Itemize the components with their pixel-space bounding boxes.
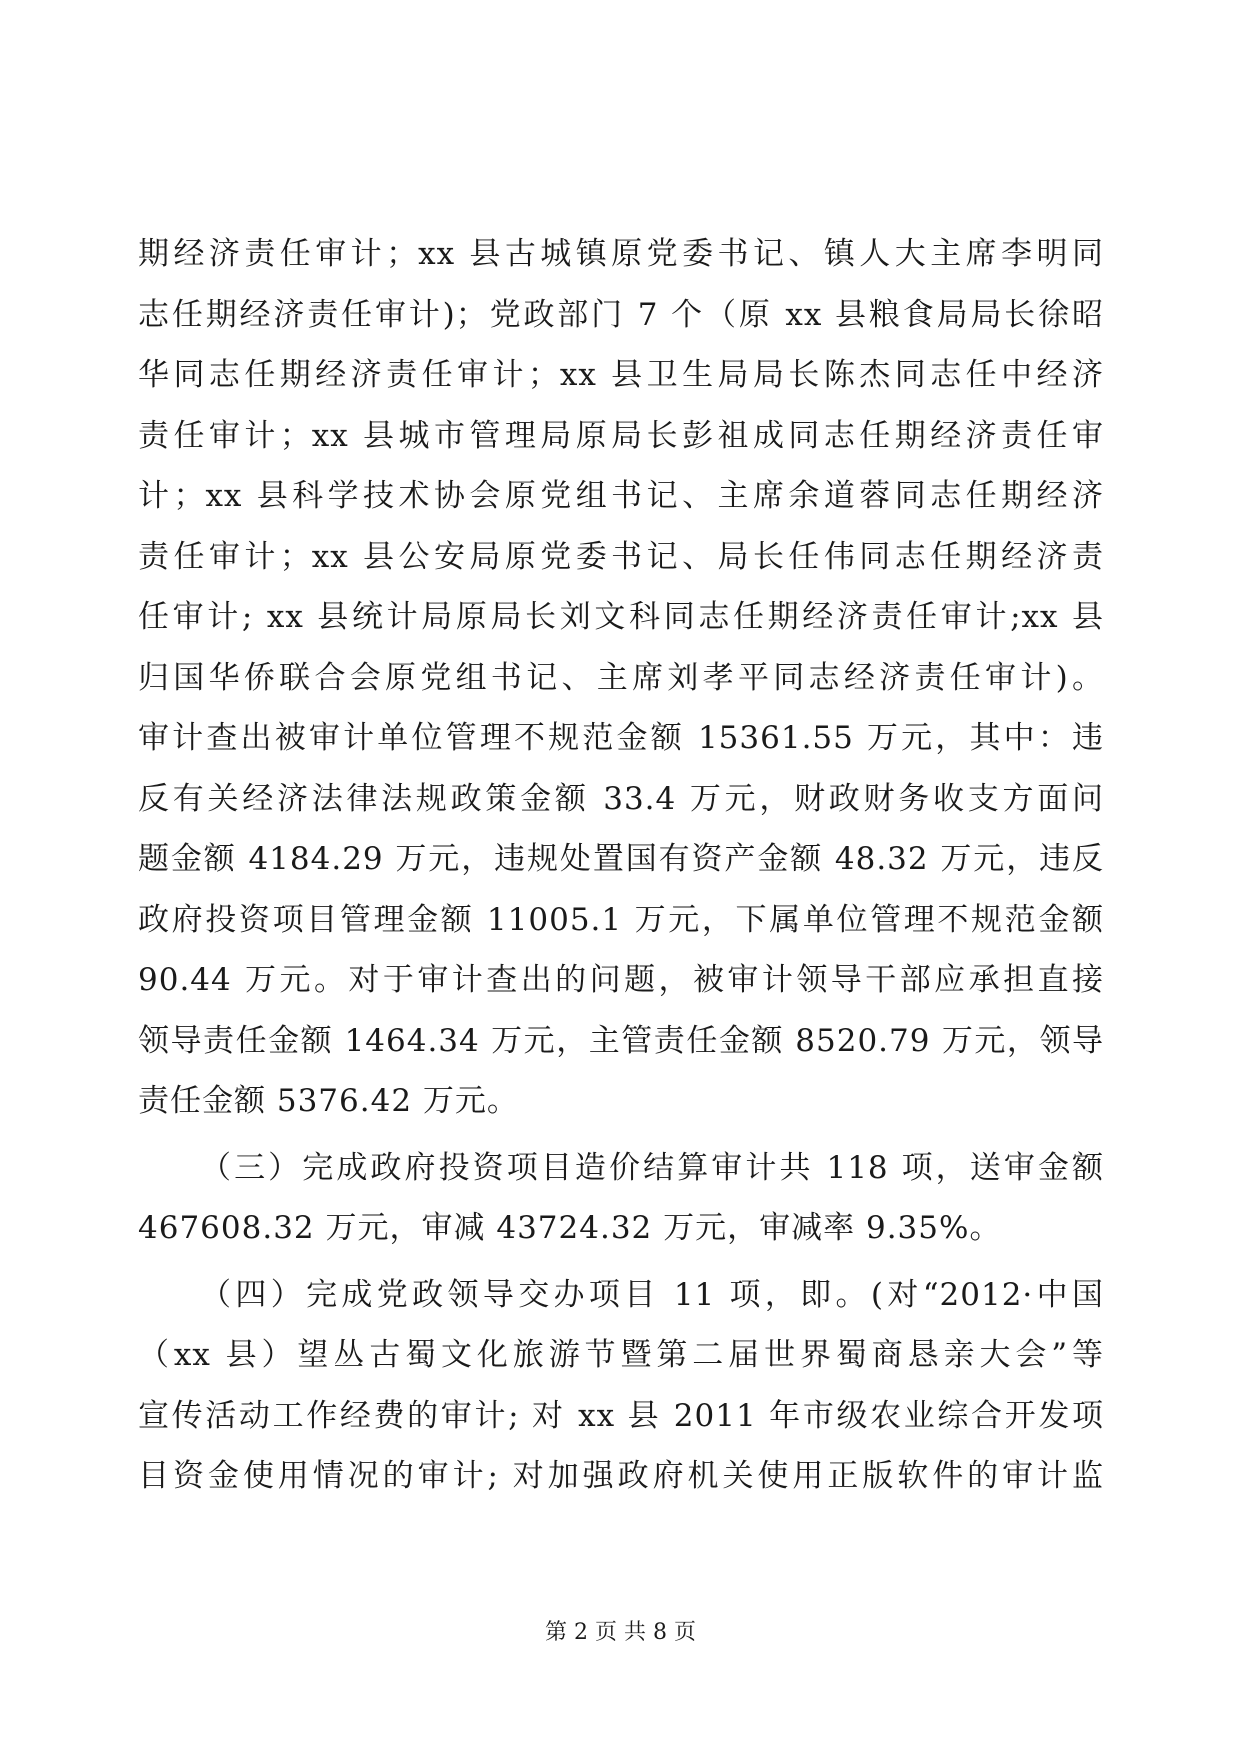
text-line: 华同志任期经济责任审计；xx 县卫生局局长陈杰同志任中经济 (138, 357, 1104, 393)
text-line: 反有关经济法律法规政策金额 33.4 万元，财政财务收支方面问 (138, 780, 1104, 817)
text-line: 志任期经济责任审计)；党政部门 7 个（原 xx 县粮食局局长徐昭 (138, 296, 1104, 333)
page-number-footer: 第 2 页 共 8 页 (545, 1620, 696, 1645)
paragraph-3 (138, 1265, 1104, 1507)
text-line: 计；xx 县科学技术协会原党组书记、主席余道蓉同志任期经济 (138, 478, 1104, 514)
text-line: 责任审计；xx 县公安局原党委书记、局长任伟同志任期经济责 (138, 538, 1104, 575)
text-line: 90.44 万元。对于审计查出的问题，被审计领导干部应承担直接 (138, 962, 1104, 998)
text-line: 467608.32 万元，审减 43724.32 万元，审减率 9.35%。 (138, 1210, 1002, 1246)
text-line: 审计查出被审计单位管理不规范金额 15361.55 万元，其中：违 (138, 720, 1104, 756)
text-line: 宣传活动工作经费的审计; 对 xx 县 2011 年市级农业综合开发项 (138, 1397, 1104, 1434)
text-line: 目资金使用情况的审计; 对加强政府机关使用正版软件的审计监 (138, 1458, 1104, 1494)
text-line: 领导责任金额 1464.34 万元，主管责任金额 8520.79 万元，领导 (138, 1022, 1104, 1059)
text-line: 题金额 4184.29 万元，违规处置国有资产金额 48.32 万元，违反 (138, 841, 1104, 877)
text-line: 责任金额 5376.42 万元。 (138, 1083, 519, 1119)
text-line: 责任审计；xx 县城市管理局原局长彭祖成同志任期经济责任审 (138, 417, 1104, 454)
paragraph-2 (138, 1138, 1104, 1259)
text-line: （xx 县）望丛古蜀文化旅游节暨第二届世界蜀商恳亲大会”等 (138, 1337, 1104, 1373)
text-line: （四）完成党政领导交办项目 11 项，即。(对“2012·中国 (200, 1276, 1104, 1313)
body-text (138, 224, 1104, 1507)
text-line: 政府投资项目管理金额 11005.1 万元，下属单位管理不规范金额 (138, 901, 1104, 938)
text-line: （三）完成政府投资项目造价结算审计共 118 项，送审金额 (200, 1149, 1104, 1186)
text-line: 归国华侨联合会原党组书记、主席刘孝平同志经济责任审计)。 (138, 659, 1104, 696)
text-line: 期经济责任审计；xx 县古城镇原党委书记、镇人大主席李明同 (138, 236, 1104, 272)
text-line: 任审计; xx 县统计局原局长刘文科同志任期经济责任审计;xx 县 (138, 599, 1104, 635)
paragraph-1 (138, 224, 1104, 1132)
